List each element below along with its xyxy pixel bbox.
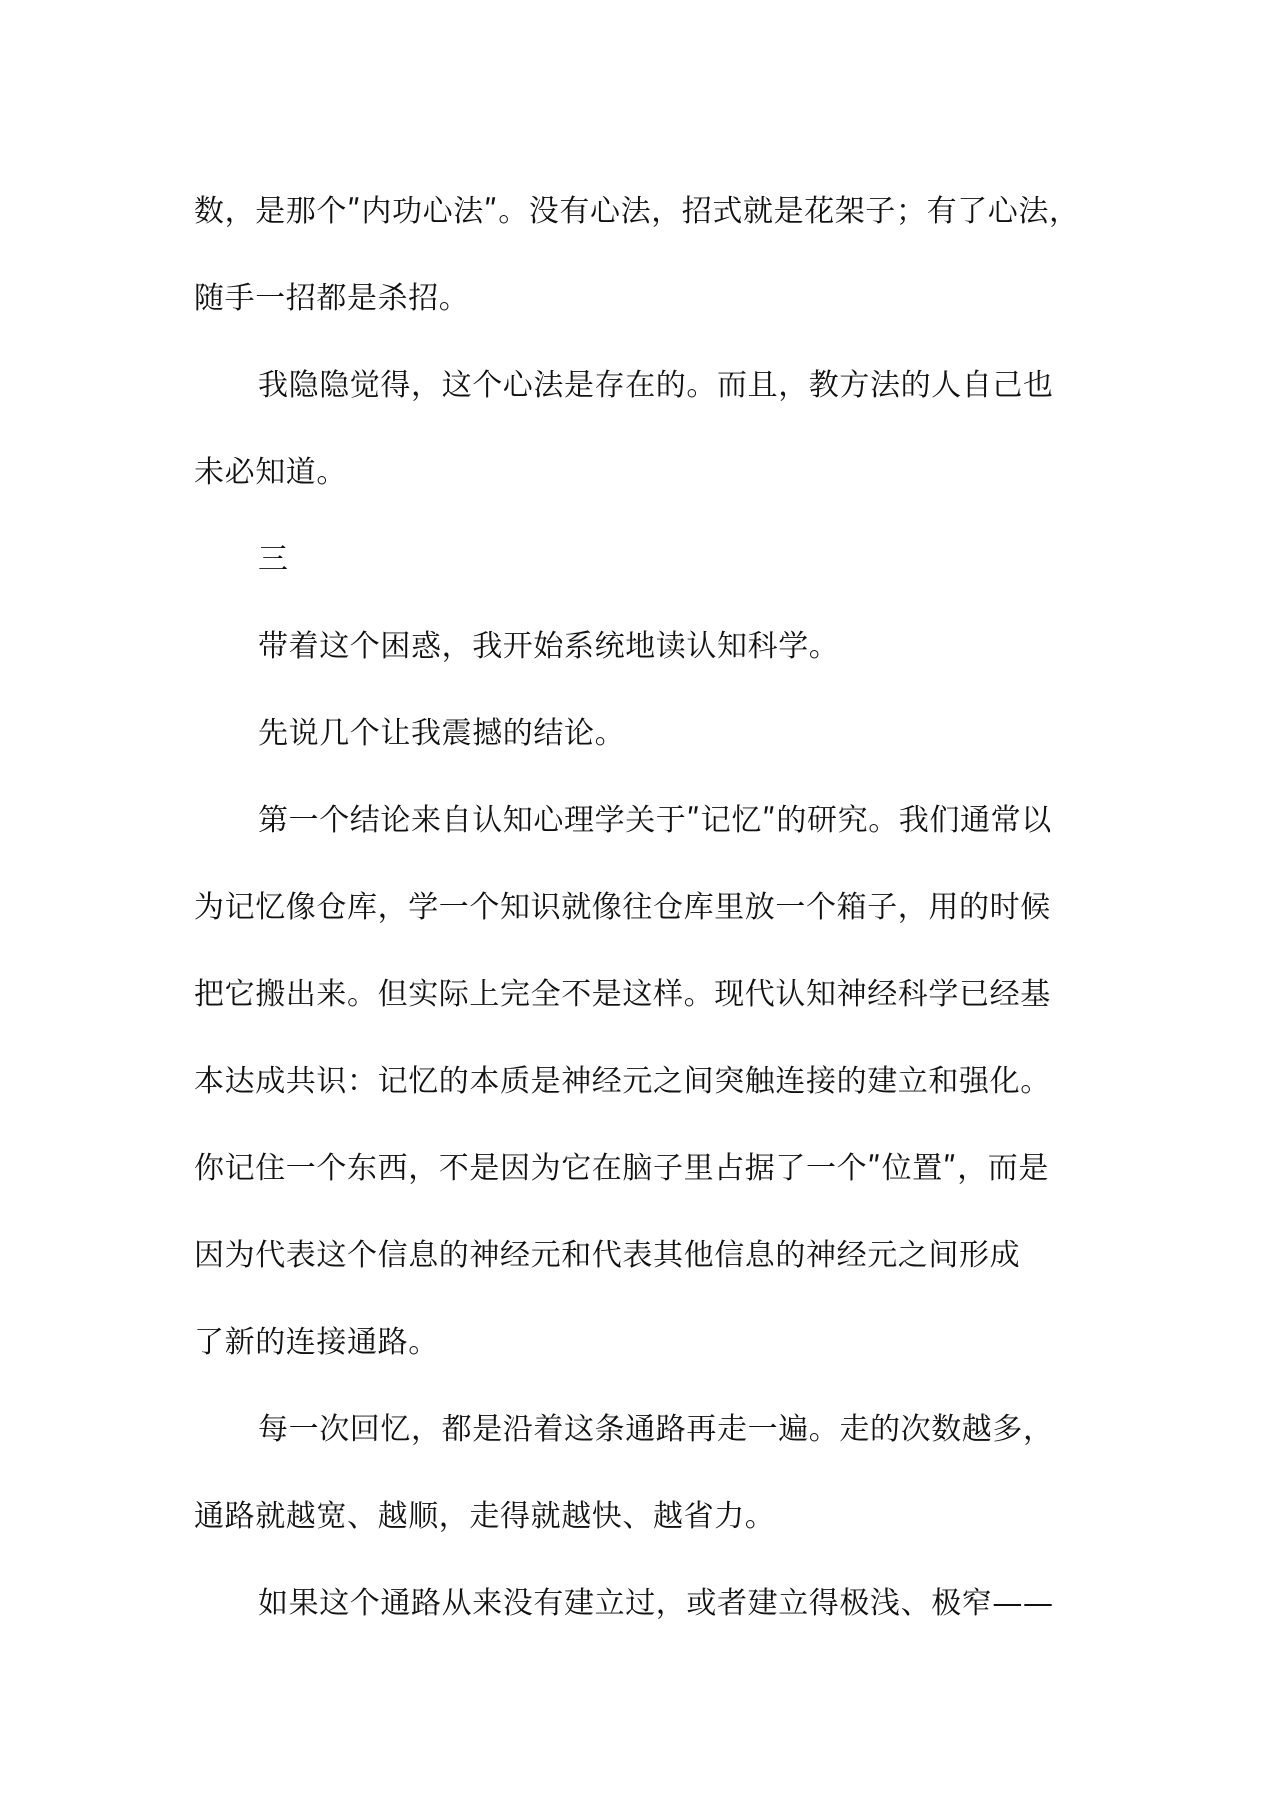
text-line: 带着这个困惑，我开始系统地读认知科学。 <box>258 629 840 664</box>
text-line: 三 <box>258 542 289 577</box>
text-line: 第一个结论来自认知心理学关于ʺ记忆ʺ的研究。我们通常以 <box>258 803 1052 838</box>
text-line: 数，是那个ʺ内功心法ʺ。没有心法，招式就是花架子；有了心法， <box>194 194 1080 229</box>
text-line: 每一次回忆，都是沿着这条通路再走一遍。走的次数越多， <box>258 1412 1054 1447</box>
text-line: 如果这个通路从来没有建立过，或者建立得极浅、极窄—— <box>258 1586 1054 1621</box>
body-text <box>194 168 1089 1647</box>
text-line: 本达成共识：记忆的本质是神经元之间突触连接的建立和强化。 <box>194 1064 1051 1099</box>
text-line: 了新的连接通路。 <box>194 1325 439 1360</box>
text-line: 先说几个让我震撼的结论。 <box>258 716 626 751</box>
text-line: 把它搬出来。但实际上完全不是这样。现代认知神经科学已经基 <box>194 977 1051 1012</box>
text-line: 随手一招都是杀招。 <box>194 281 470 316</box>
text-line: 未必知道。 <box>194 455 347 490</box>
text-line: 因为代表这个信息的神经元和代表其他信息的神经元之间形成 <box>194 1238 1021 1273</box>
text-line: 我隐隐觉得，这个心法是存在的。而且，教方法的人自己也 <box>258 368 1054 403</box>
text-line: 为记忆像仓库，学一个知识就像往仓库里放一个箱子，用的时候 <box>194 890 1051 925</box>
text-line: 你记住一个东西，不是因为它在脑子里占据了一个ʺ位置ʺ，而是 <box>194 1151 1049 1186</box>
text-line: 通路就越宽、越顺，走得就越快、越省力。 <box>194 1499 776 1534</box>
